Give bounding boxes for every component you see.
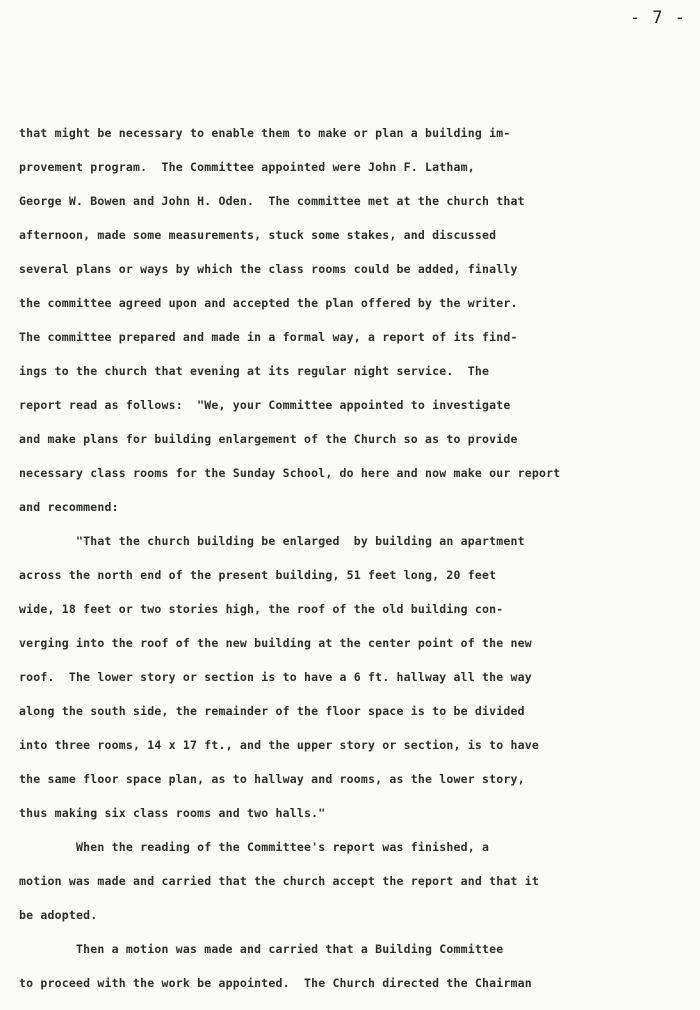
text-line: afternoon, made some measurements, stuck some stakes, and discussed [19,228,497,242]
text-line: roof. The lower story or section is to have a 6 ft. hallway all the way [19,670,532,684]
text-line: thus making six class rooms and two halls." [19,806,326,820]
text-line: across the north end of the present building, 51 feet long, 20 feet [19,568,497,582]
text-line: the same floor space plan, as to hallway and rooms, as the lower story, [19,772,525,786]
text-line: several plans or ways by which the class rooms could be added, finally [19,262,518,276]
text-line: ings to the church that evening at its regular night service. The [19,364,490,378]
text-line: verging into the roof of the new building at the center point of the new [19,636,532,650]
text-line: wide, 18 feet or two stories high, the roof of the old building con- [19,602,504,616]
text-line: necessary class rooms for the Sunday School, do here and now make our report [19,466,561,480]
text-line: into three rooms, 14 x 17 ft., and the upper story or section, is to have [19,738,540,752]
text-line: George W. Bowen and John H. Oden. The committee met at the church that [19,194,525,208]
text-line: to proceed with the work be appointed. The Church directed the Chairman [19,976,532,990]
text-line: and make plans for building enlargement of the Church so as to provide [19,432,518,446]
text-line: When the reading of the Committee's report was finished, a [19,840,490,854]
page-number: - 7 - [629,8,686,28]
text-line: the committee agreed upon and accepted the plan offered by the writer. [19,296,518,310]
text-line: provement program. The Committee appointed were John F. Latham, [19,160,475,174]
text-line: Then a motion was made and carried that a Building Committee [19,942,504,956]
text-line: be adopted. [19,908,98,922]
text-line: along the south side, the remainder of the floor space is to be divided [19,704,525,718]
text-line: report read as follows: "We, your Committee appointed to investigate [19,398,511,412]
text-line: and recommend: [19,500,119,514]
text-line: "That the church building be enlarged by building an apartment [19,534,525,548]
text-line: The committee prepared and made in a formal way, a report of its find- [19,330,518,344]
text-line: motion was made and carried that the church accept the report and that it [19,874,540,888]
text-line: that might be necessary to enable them to make or plan a building im- [19,126,511,140]
